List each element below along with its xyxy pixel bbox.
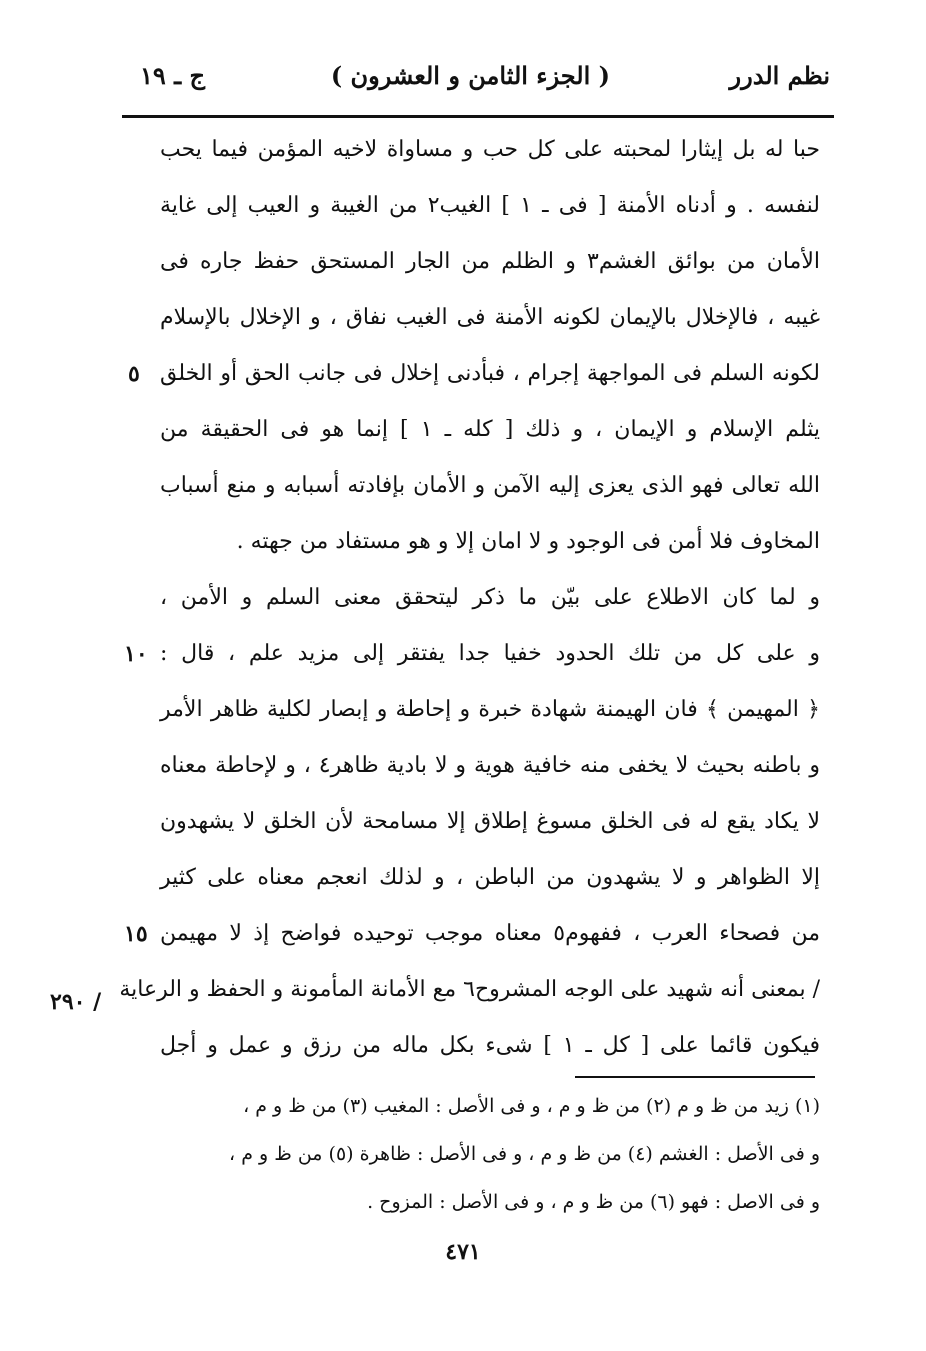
line-number-10: ١٠ bbox=[124, 641, 148, 667]
text-line: الأمان من بوائق الغشم٣ و الظلم من الجار المستحق حفظ جاره فى bbox=[160, 249, 820, 274]
text-line: المخاوف فلا أمن فى الوجود و لا امان إلا و هو مستفاد من جهته . bbox=[236, 529, 820, 554]
running-head-book-title: نظم الدرر bbox=[729, 61, 830, 90]
page-number: ٤٧١ bbox=[445, 1239, 481, 1265]
footnote-line: و فى الاصل : فهو (٦) من ظ و م ، و فى الأصل : المزوح . bbox=[367, 1191, 820, 1213]
header-rule bbox=[122, 115, 834, 118]
running-head-part: ج ـ ١٩ bbox=[140, 61, 206, 90]
text-line: و لما كان الاطلاع على بيّن ما ذكر ليتحقق معنى السلم و الأمن ، bbox=[160, 585, 820, 610]
text-line: لا يكاد يقع له فى الخلق مسوغ إطلاق إلا مسامحة لأن الخلق لا يشهدون bbox=[160, 809, 820, 834]
text-line: / بمعنى أنه شهيد على الوجه المشروح٦ مع الأمانة المأمونة و الحفظ و الرعاية bbox=[119, 977, 820, 1002]
text-line: لكونه السلم فى المواجهة إجرام ، فبأدنى إخلال فى جانب الحق أو الخلق bbox=[160, 361, 820, 386]
running-head-volume: ( الجزء الثامن و العشرون ) bbox=[330, 61, 610, 90]
text-line: حبا له بل إيثارا لمحبته على كل حب و مساواة لاخيه المؤمن فيما يحب bbox=[160, 137, 820, 162]
line-number-15: ١٥ bbox=[124, 921, 148, 947]
text-line: يثلم الإسلام و الإيمان ، و ذلك [ كله ـ ١ ] إنما هو فى الحقيقة من bbox=[160, 417, 820, 442]
text-line: غيبه ، فالإخلال بالإيمان لكونه الأمنة فى الغيب نفاق ، و الإخلال بالإسلام bbox=[160, 305, 820, 330]
footnote-rule bbox=[575, 1076, 815, 1078]
margin-page-marker: / ٢٩٠ bbox=[50, 989, 102, 1015]
line-number-5: ٥ bbox=[128, 361, 140, 387]
text-line: ﴿ المهيمن ﴾ فان الهيمنة شهادة خبرة و إحاطة و إبصار لكلية ظاهر الأمر bbox=[160, 697, 820, 722]
text-line: الله تعالى فهو الذى يعزى إليه الآمن و الأمان بإفادته أسبابه و منع أسباب bbox=[160, 473, 820, 498]
footnote-line: (١) زيد من ظ و م (٢) من ظ و م ، و فى الأصل : المغيب (٣) من ظ و م ، bbox=[243, 1095, 820, 1117]
text-line: و باطنه بحيث لا يخفى منه خافية هوية و لا بادية ظاهر٤ ، و لإحاطة معناه bbox=[160, 753, 820, 778]
text-line: من فصحاء العرب ، ففهوم٥ معناه موجب توحيده فواضح إذ لا مهيمن bbox=[160, 921, 821, 946]
text-line: فيكون قائما على [ كل ـ ١ ] شىء بكل ماله من رزق و عمل و أجل bbox=[160, 1033, 820, 1058]
text-line: و على كل من تلك الحدود خفيا جدا يفتقر إلى مزيد علم ، قال : bbox=[160, 641, 820, 666]
text-line: إلا الظواهر و لا يشهدون من الباطن ، و لذلك انعجم معناه على كثير bbox=[160, 865, 820, 890]
text-line: لنفسه . و أدناه الأمنة [ فى ـ ١ ] الغيب٢ من الغيبة و العيب إلى غاية bbox=[160, 193, 820, 218]
footnote-line: و فى الأصل : الغشم (٤) من ظ و م ، و فى الأصل : ظاهرة (٥) من ظ و م ، bbox=[229, 1143, 820, 1165]
